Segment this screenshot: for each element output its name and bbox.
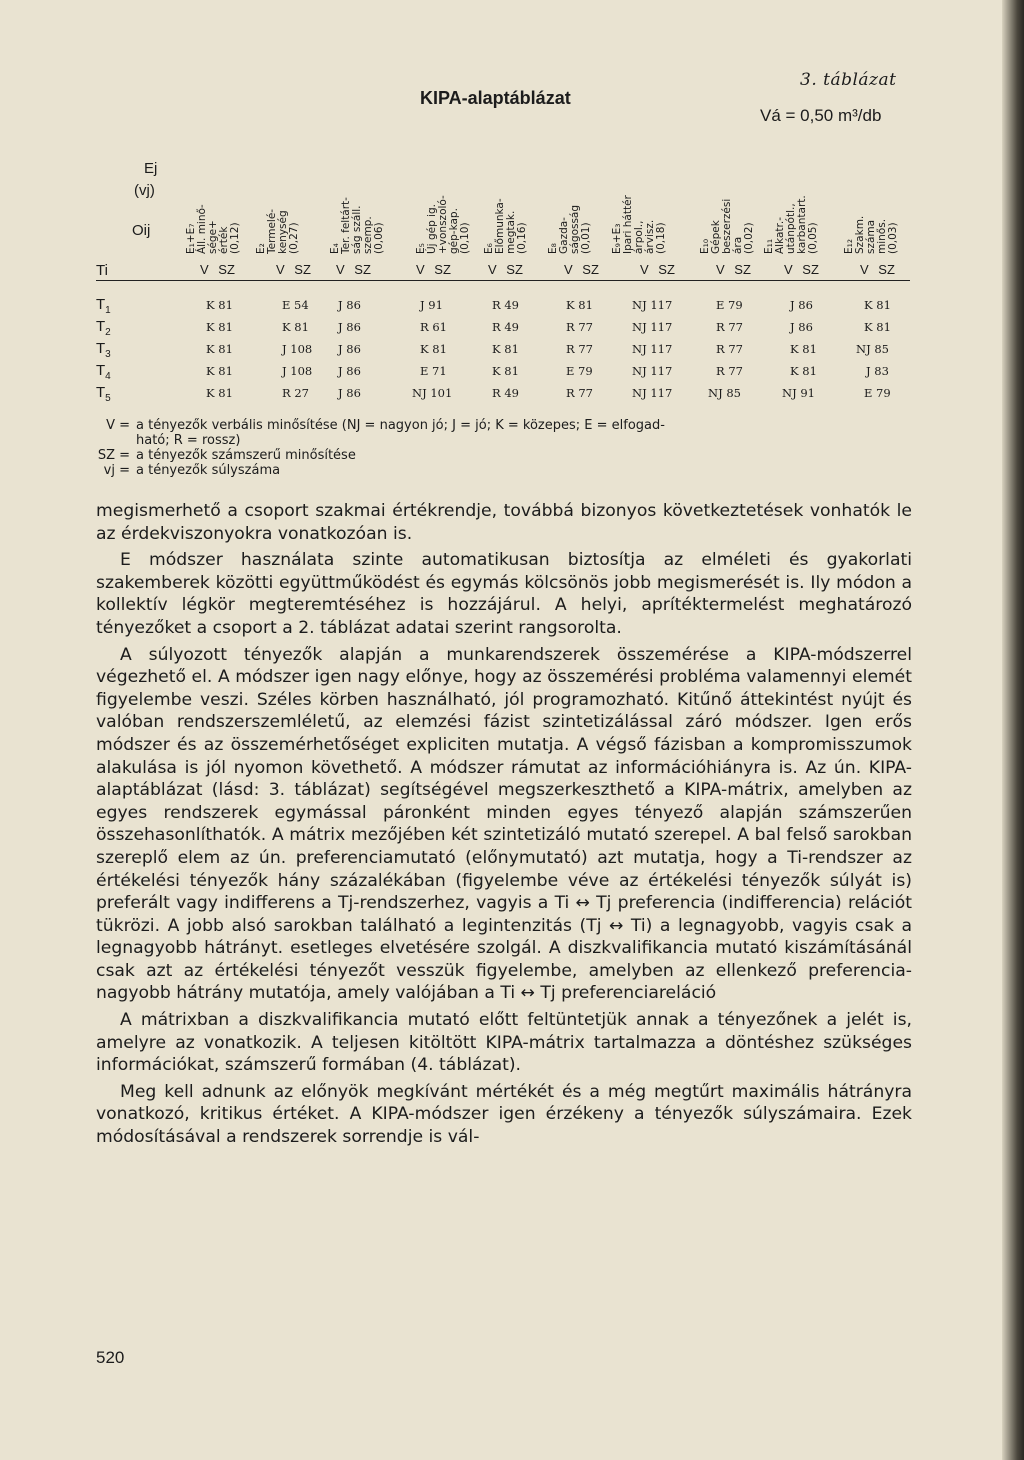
- page-number: 520: [96, 1348, 125, 1367]
- table-cell: K 81: [790, 364, 817, 378]
- table-header-rule: [96, 280, 910, 281]
- row-label-t2: $T_2$: [96, 318, 111, 338]
- table-cell: J 86: [338, 342, 361, 356]
- table-cell: R 49: [492, 320, 519, 334]
- table-cell: R 49: [492, 386, 519, 400]
- vsz-header-4: V SZ: [416, 262, 451, 277]
- table-cell: K 81: [206, 342, 233, 356]
- legend-v-continuation: ható; R = rossz): [136, 433, 241, 448]
- corner-ti: Ti: [96, 262, 108, 279]
- legend-vj-text: a tényezők súlyszáma: [136, 463, 281, 478]
- table-cell: R 49: [492, 298, 519, 312]
- table-cell: K 81: [282, 320, 309, 334]
- table-cell: NJ 117: [632, 320, 673, 334]
- column-header-4: E₅ Új gép ig. +vonszoló- gép-kap. (0,10): [415, 195, 471, 254]
- corner-vj: (vj): [134, 182, 155, 199]
- table-cell: K 81: [420, 342, 447, 356]
- table-cell: R 77: [716, 342, 743, 356]
- table-cell: E 79: [864, 386, 891, 400]
- row-label-t1: $T_1$: [96, 296, 111, 316]
- column-header-2: E₂ Termelé- kenység (0,27): [255, 208, 300, 254]
- table-cell: K 81: [206, 320, 233, 334]
- paragraph-5: Meg kell adnunk az előnyök megkívánt mértékét és a még megtűrt maximális hátrányra vonatkozó, kritikus értéket. A KIPA-módszer igen érzékeny a tényezők súlyszámaira. Ezek módosításával a rendszerek sorrendje is vál-: [96, 1081, 912, 1148]
- row-label-t4: $T_4$: [96, 362, 111, 382]
- table-cell: J 86: [338, 386, 361, 400]
- table-cell: K 81: [566, 298, 593, 312]
- table-title: KIPA-alaptáblázat: [420, 88, 571, 108]
- table-cell: R 27: [282, 386, 309, 400]
- table-cell: E 79: [566, 364, 593, 378]
- paragraph-3: A súlyozott tényezők alapján a munkarendszerek összemérése a KIPA-módszerrel végezhető el. A módszer igen nagy előnye, hogy az összemérési probléma valamennyi elemét figyelembe veszi. Széles körben használható, jól programozható. Kitűnő áttekintést nyújt és valóban rendszerszemléletű, az elemzési fázist szintetizálással záró módszer. Igen erős módszer és az összemérhetőséget expliciten mutatja. A végső fázisban a kompromisszumok alakulása is jól nyomon követhető. A módszer rámutat az információhiányra is. Az ún. KIPA-alaptáblázat (lásd: 3. táblázat) segítségével megszerkeszthető a KIPA-mátrix, amelyben az egyes rendszerek egymással páronként minden egyes tényező alapján számszerűen összehasonlíthatók. A mátrix mezőjében két szintetizáló mutató szerepel. A bal felső sarokban szereplő elem az ún. preferenciamutató (előnymutató) azt mutatja, hogy a Ti-rendszer az értékelési tényezők hány százalékában (figyelembe véve az értékelési tényezők súlyát is) preferált vagy indifferens a Tj-rendszerhez, vagyis a Ti ↔ Tj preferencia (indifferencia) relációt tükrözi. A jobb alsó sarokban található a legintenzitás (Tj ↔ Ti) a legnagyobb, vagyis csak a legnagyobb hátrányt. esetleges elvetésére szolgál. A diszkvalifikancia mutató kiszámításánál csak azt az értékelési tényezőt vesszük figyelembe, amelyben az ellenkező preferencianagyobb hátrány mutatója, amely valójában a Ti ↔ Tj preferenciareláció: [96, 644, 912, 1004]
- table-cell: K 81: [206, 386, 233, 400]
- vsz-header-2: V SZ: [276, 262, 311, 277]
- legend-sz-key: SZ =: [97, 448, 130, 463]
- table-cell: E 79: [716, 298, 743, 312]
- volume-label: Vá = 0,50 m³/db: [760, 106, 882, 125]
- table-cell: K 81: [206, 364, 233, 378]
- vsz-header-5: V SZ: [488, 262, 523, 277]
- column-header-10: E₁₂ Szakm. száma minős. (0,03): [843, 215, 899, 254]
- table-cell: K 81: [864, 298, 891, 312]
- table-cell: R 77: [566, 342, 593, 356]
- vsz-header-8: V SZ: [716, 262, 751, 277]
- table-cell: R 77: [566, 386, 593, 400]
- column-header-3: E₄ Ter. feltárt- ság száll. szemp. (0,06): [329, 197, 385, 254]
- table-cell: NJ 91: [782, 386, 815, 400]
- legend-vj-key: vj =: [103, 463, 130, 478]
- table-cell: J 86: [338, 298, 361, 312]
- table-cell: E 71: [420, 364, 447, 378]
- paragraph-2: E módszer használata szinte automatikusan biztosítja az elméleti és gyakorlati szakemberek közötti együttműködést és egymás kölcsönös jobb megismerését is. Ily módon a kollektív légkör megteremtéséhez is hozzájárul. A helyi, aprítéktermelést meghatározó tényezőket a csoport a 2. táblázat adatai szerint rangsorolta.: [96, 550, 912, 638]
- column-header-7: E₉+E₃ Ipari háttér árpol., árvisz. (0,18): [611, 195, 667, 254]
- table-cell: J 108: [282, 364, 313, 378]
- corner-ej: Ej: [144, 160, 158, 177]
- page-edge-shadow: [1002, 0, 1024, 1460]
- vsz-header-9: V SZ: [784, 262, 819, 277]
- row-label-t3: $T_3$: [96, 340, 111, 360]
- table-cell: NJ 117: [632, 386, 673, 400]
- vsz-header-7: V SZ: [640, 262, 675, 277]
- table-cell: K 81: [790, 342, 817, 356]
- column-header-1: E₁+E₇ Áll. minő- sége+ érték (0,12): [185, 204, 241, 254]
- table-cell: J 83: [866, 364, 889, 378]
- corner-oij: Oij: [132, 222, 151, 239]
- table-cell: J 91: [420, 298, 443, 312]
- body-text: [96, 500, 912, 1149]
- table-cell: NJ 117: [632, 298, 673, 312]
- paragraph-4: A mátrixban a diszkvalifikancia mutató előtt feltüntetjük annak a tényezőnek a jelét is, amelyre az vonatkozik. A teljesen kitöltött KIPA-mátrix tartalmazza a döntéshez szükséges információkat, számszerű formában (4. táblázat).: [96, 1010, 912, 1076]
- column-header-6: E₈ Gazda- ságosság (0,01): [547, 204, 592, 254]
- vsz-header-6: V SZ: [564, 262, 599, 277]
- table-cell: NJ 117: [632, 364, 673, 378]
- table-cell: R 77: [716, 320, 743, 334]
- table-cell: J 86: [790, 298, 813, 312]
- table-cell: R 77: [566, 320, 593, 334]
- table-cell: K 81: [864, 320, 891, 334]
- paragraph-1: megismerhető a csoport szakmai értékrendje, továbbá bizonyos következtetések vonhatók le az érdekviszonyokra vonatkozóan is.: [96, 501, 912, 544]
- legend-v-text: a tényezők verbális minősítése (NJ = nagyon jó; J = jó; K = közepes; E = elfogad-: [136, 418, 665, 433]
- legend-v-key: V =: [106, 418, 130, 433]
- row-label-t5: $T_5$: [96, 384, 111, 404]
- table-cell: J 108: [282, 342, 313, 356]
- vsz-header-1: V SZ: [200, 262, 235, 277]
- table-cell: NJ 85: [856, 342, 889, 356]
- table-cell: NJ 85: [708, 386, 741, 400]
- column-header-5: E₆ Előmunka- megtak. (0,16): [483, 198, 528, 254]
- table-cell: J 86: [338, 364, 361, 378]
- table-cell: K 81: [492, 364, 519, 378]
- table-cell: R 77: [716, 364, 743, 378]
- table-cell: NJ 101: [412, 386, 453, 400]
- table-cell: J 86: [338, 320, 361, 334]
- column-header-8: E₁₀ Gépek beszerzési ára (0,02): [699, 198, 755, 254]
- table-cell: J 86: [790, 320, 813, 334]
- column-header-9: E₁₁ Alkatr.- utánpótl., karbantart. (0,05): [763, 195, 819, 254]
- table-cell: K 81: [206, 298, 233, 312]
- table-cell: R 61: [420, 320, 447, 334]
- table-cell: E 54: [282, 298, 309, 312]
- vsz-header-10: V SZ: [860, 262, 895, 277]
- table-legend: [70, 418, 665, 478]
- table-cell: K 81: [492, 342, 519, 356]
- table-cell: NJ 117: [632, 342, 673, 356]
- table-number-label: 3. táblázat: [800, 70, 897, 90]
- vsz-header-3: V SZ: [336, 262, 371, 277]
- legend-sz-text: a tényezők számszerű minősítése: [136, 448, 356, 463]
